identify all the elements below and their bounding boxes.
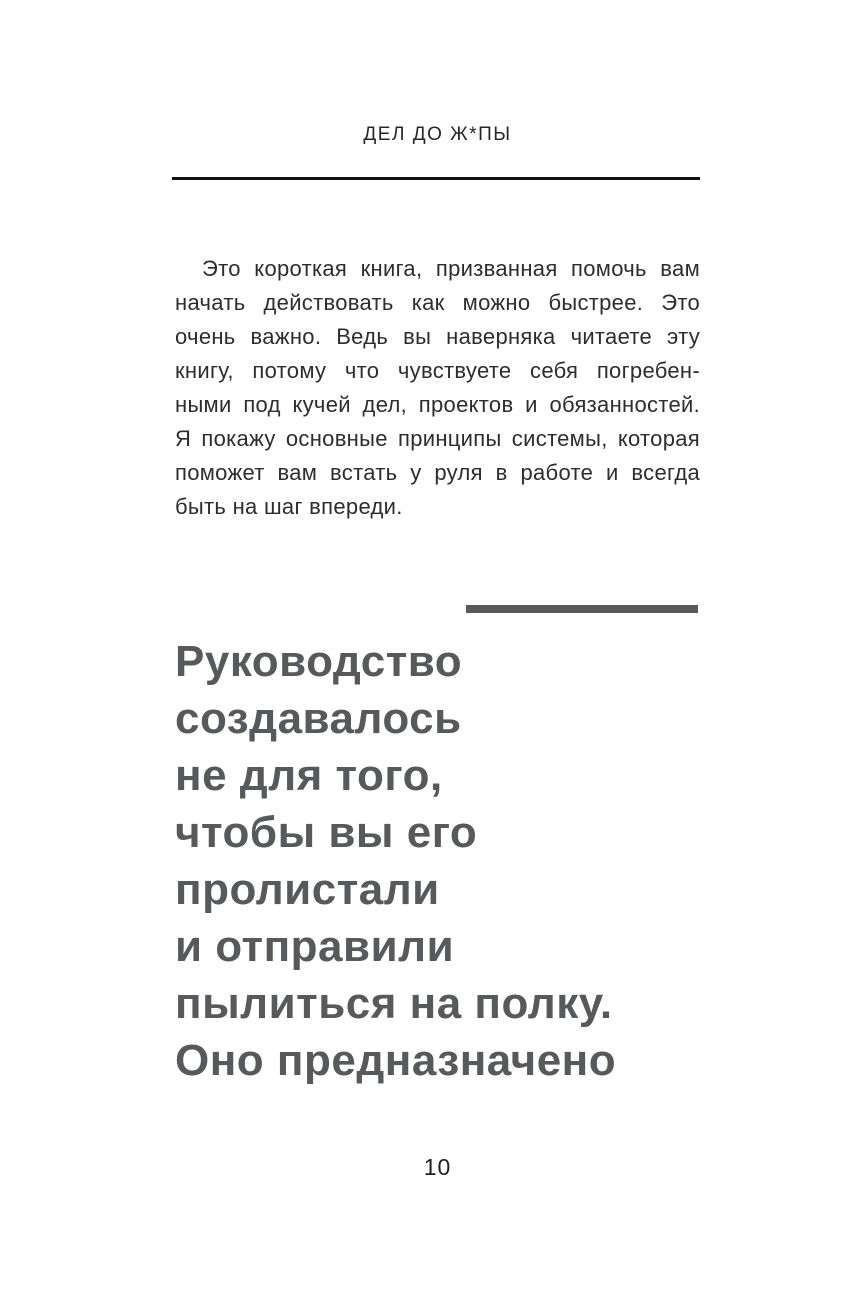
heading-line: и отправили (175, 922, 455, 971)
heading-line: Оно предназначено (175, 1036, 617, 1085)
heading-line: пролистали (175, 865, 440, 914)
paragraph-line: ными под кучей дел, проектов и обязанностей. (175, 392, 700, 417)
body-paragraph (175, 252, 700, 524)
paragraph-line: Я покажу основные принципы системы, которая (175, 426, 700, 451)
paragraph-line: очень важно. Ведь вы наверняка читаете эту (175, 324, 700, 349)
paragraph-line: книгу, потому что чувствуете себя погребен- (175, 358, 700, 383)
header-rule (172, 177, 700, 180)
heading-line: пылиться на полку. (175, 979, 613, 1028)
paragraph-line: Это короткая книга, призванная помочь вам (202, 256, 700, 281)
running-head: ДЕЛ ДО Ж*ПЫ (363, 124, 512, 145)
paragraph-line: быть на шаг впереди. (175, 494, 403, 519)
chapter-heading (175, 633, 735, 1089)
heading-line: Руководство (175, 637, 463, 686)
page-number: 10 (423, 1154, 452, 1180)
paragraph-line: начать действовать как можно быстрее. Это (175, 290, 700, 315)
heading-line: чтобы вы его (175, 808, 478, 857)
heading-line: создавалось (175, 694, 462, 743)
accent-bar (466, 605, 698, 613)
paragraph-line: поможет вам встать у руля в работе и всегда (175, 460, 700, 485)
heading-line: не для того, (175, 751, 443, 800)
